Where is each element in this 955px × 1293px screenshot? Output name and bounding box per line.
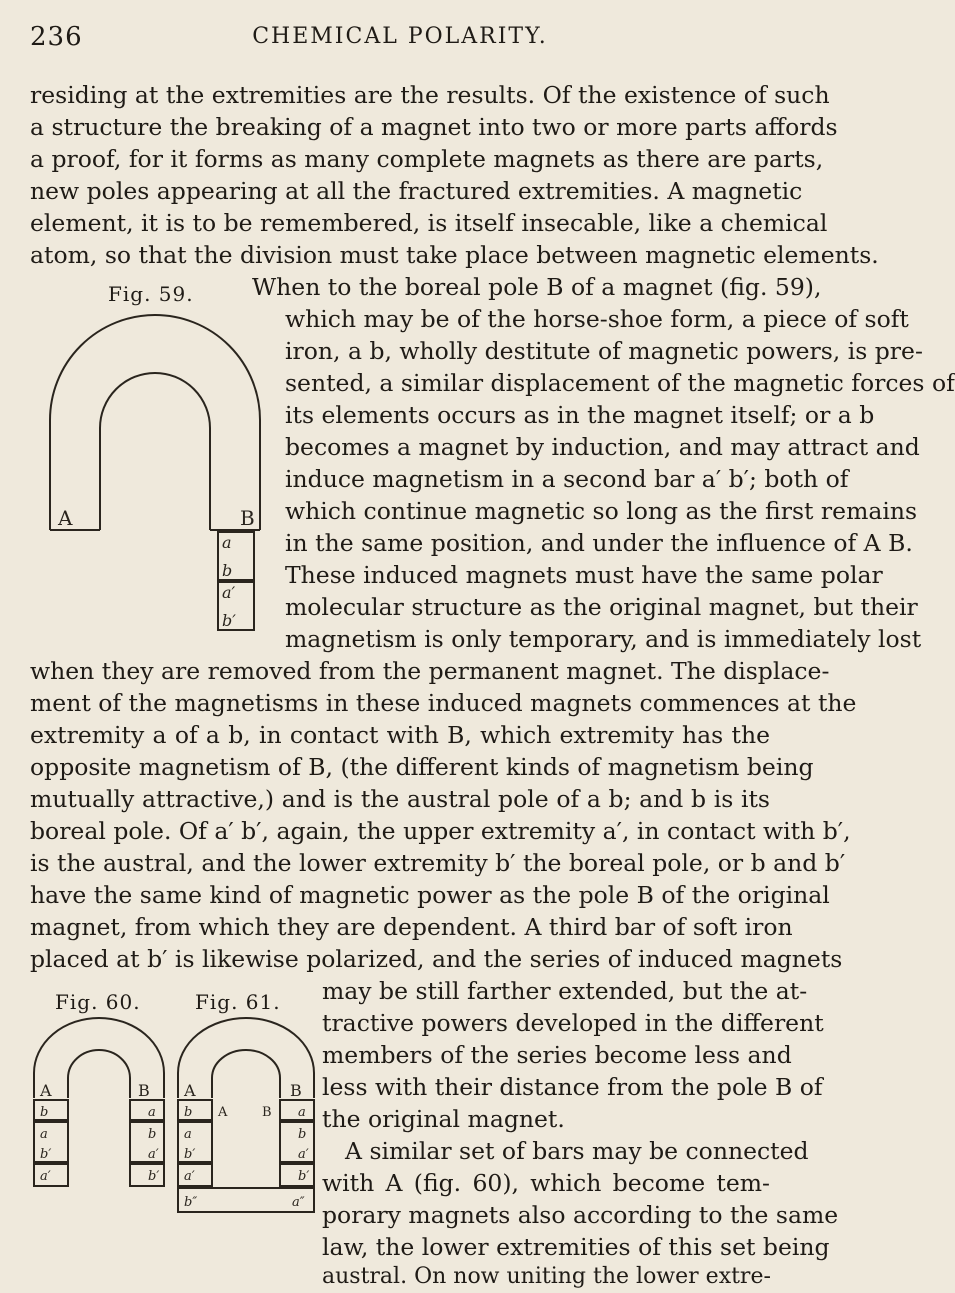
figure-caption: Fig. 61. bbox=[195, 990, 281, 1014]
text-line: element, it is to be remembered, is itself insecable, like a chemical bbox=[30, 209, 828, 237]
text-line: mutually attractive,) and is the austral pole of a b; and b is its bbox=[30, 785, 770, 813]
text-line: with A (fig. 60), which become tem- bbox=[322, 1169, 770, 1197]
text-line: members of the series become less and bbox=[322, 1041, 792, 1069]
text-line: These induced magnets must have the same polar bbox=[285, 561, 883, 589]
pole-label: B bbox=[290, 1081, 302, 1100]
bar-label: a′ bbox=[298, 1147, 309, 1162]
bar-label: a bbox=[184, 1127, 192, 1142]
text-line: when they are removed from the permanent magnet. The displace- bbox=[30, 657, 830, 685]
pole-label: A bbox=[40, 1081, 52, 1100]
horseshoe-magnet-figure-59 bbox=[28, 310, 288, 630]
text-line: less with their distance from the pole B of bbox=[322, 1073, 823, 1101]
text-line: placed at b′ is likewise polarized, and the series of induced magnets bbox=[30, 945, 843, 973]
text-line: may be still farther extended, but the at- bbox=[322, 977, 808, 1005]
pole-label: A bbox=[58, 506, 73, 530]
bar-label: a bbox=[148, 1105, 156, 1120]
text-line: which may be of the horse-shoe form, a piece of soft bbox=[285, 305, 909, 333]
bar-label: b bbox=[184, 1105, 193, 1120]
figure-caption: Fig. 60. bbox=[55, 990, 141, 1014]
bar-label: a′ bbox=[222, 583, 236, 602]
text-line: a structure the breaking of a magnet into two or more parts affords bbox=[30, 113, 838, 141]
text-line: residing at the extremities are the results. Of the existence of such bbox=[30, 81, 830, 109]
figure-caption: Fig. 59. bbox=[108, 282, 194, 306]
text-line: in the same position, and under the influence of A B. bbox=[285, 529, 913, 557]
bar-label: b′ bbox=[148, 1169, 160, 1184]
bar-label: b′ bbox=[40, 1147, 52, 1162]
text-line: extremity a of a b, in contact with B, which extremity has the bbox=[30, 721, 770, 749]
bar-label: b bbox=[298, 1127, 307, 1142]
text-line: is the austral, and the lower extremity b′ the boreal pole, or b and b′ bbox=[30, 849, 846, 877]
text-line: the original magnet. bbox=[322, 1105, 565, 1133]
text-line: tractive powers developed in the different bbox=[322, 1009, 824, 1037]
bar-label: b′ bbox=[298, 1169, 310, 1184]
bar-label: b′ bbox=[184, 1147, 196, 1162]
bar-label: a′ bbox=[40, 1169, 51, 1184]
text-line: When to the boreal pole B of a magnet (fig. 59), bbox=[252, 273, 822, 301]
text-line: induce magnetism in a second bar a′ b′; both of bbox=[285, 465, 849, 493]
pole-label: B bbox=[240, 506, 255, 530]
pole-label: A bbox=[184, 1081, 196, 1100]
text-line: A similar set of bars may be connected bbox=[345, 1137, 809, 1165]
text-line: porary magnets also according to the same bbox=[322, 1201, 839, 1229]
page-number: 236 bbox=[30, 22, 83, 52]
pole-label: B bbox=[262, 1105, 272, 1120]
bar-label: a′ bbox=[184, 1169, 195, 1184]
text-line: have the same kind of magnetic power as the pole B of the original bbox=[30, 881, 830, 909]
page-header bbox=[30, 22, 770, 52]
bar-label: b′ bbox=[222, 611, 236, 630]
text-line: which continue magnetic so long as the first remains bbox=[285, 497, 918, 525]
bar-label: a bbox=[222, 533, 232, 552]
pole-label: B bbox=[138, 1081, 150, 1100]
bar-label: b bbox=[40, 1105, 49, 1120]
bar-label: a′ bbox=[148, 1147, 159, 1162]
text-line: atom, so that the division must take place between magnetic elements. bbox=[30, 241, 879, 269]
bar-label: a″ bbox=[292, 1195, 305, 1210]
bar-label: b″ bbox=[184, 1195, 198, 1210]
text-line: iron, a b, wholly destitute of magnetic powers, is pre- bbox=[285, 337, 923, 365]
running-head: CHEMICAL POLARITY. bbox=[252, 24, 548, 49]
text-line: sented, a similar displacement of the magnetic forces of bbox=[285, 369, 955, 397]
text-line: boreal pole. Of a′ b′, again, the upper extremity a′, in contact with b′, bbox=[30, 817, 851, 845]
text-line: law, the lower extremities of this set being bbox=[322, 1233, 830, 1261]
bar-label: a bbox=[298, 1105, 306, 1120]
text-line: ment of the magnetisms in these induced magnets commences at the bbox=[30, 689, 857, 717]
bar-label: b bbox=[148, 1127, 157, 1142]
text-line: its elements occurs as in the magnet itself; or a b bbox=[285, 401, 875, 429]
text-line: a proof, for it forms as many complete magnets as there are parts, bbox=[30, 145, 824, 173]
text-line: magnetism is only temporary, and is immediately lost bbox=[285, 625, 922, 653]
text-line: becomes a magnet by induction, and may attract and bbox=[285, 433, 920, 461]
text-line: opposite magnetism of B, (the different kinds of magnetism being bbox=[30, 753, 814, 781]
horseshoe-magnet-figure-61 bbox=[172, 1018, 322, 1218]
pole-label: A bbox=[218, 1105, 228, 1120]
text-line: austral. On now uniting the lower extre- bbox=[322, 1264, 771, 1289]
text-line: new poles appearing at all the fractured extremities. A magnetic bbox=[30, 177, 803, 205]
bar-label: b bbox=[222, 561, 233, 580]
bar-label: a bbox=[40, 1127, 48, 1142]
text-line: magnet, from which they are dependent. A third bar of soft iron bbox=[30, 913, 793, 941]
horseshoe-magnet-figure-60 bbox=[30, 1018, 170, 1188]
text-line: molecular structure as the original magnet, but their bbox=[285, 593, 918, 621]
